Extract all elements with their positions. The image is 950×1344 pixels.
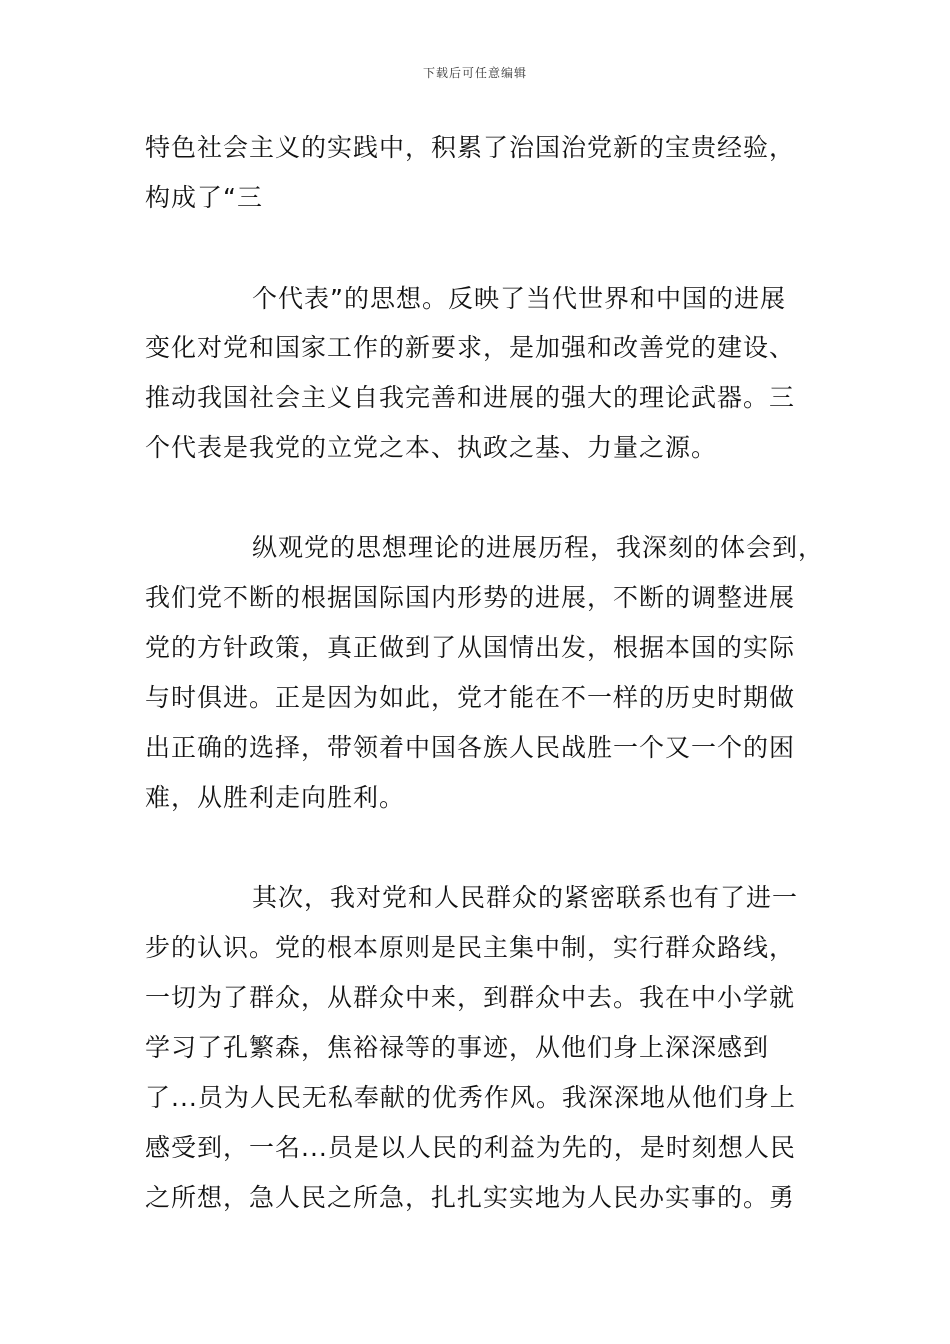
text-line: 步的认识。党的根本原则是民主集中制，实行群众路线， <box>145 933 796 962</box>
paragraph-first-line: 其次，我对党和人民群众的紧密联系也有了进一 <box>252 883 799 912</box>
text-line: 个代表是我党的立党之本、执政之基、力量之源。 <box>145 433 718 462</box>
text-line: 我们党不断的根据国际国内形势的进展，不断的调整进展 <box>145 583 796 612</box>
paragraph-first-line: 个代表”的思想。反映了当代世界和中国的进展 <box>252 284 786 313</box>
page-header: 下载后可任意编辑 <box>422 66 527 80</box>
text-line: 与时俱进。正是因为如此，党才能在不一样的历史时期做 <box>145 683 796 712</box>
text-line: 难，从胜利走向胜利。 <box>145 783 406 812</box>
paragraph-first-line: 纵观党的思想理论的进展历程，我深刻的体会到， <box>252 533 825 562</box>
text-line: 之所想，急人民之所急，扎扎实实地为人民办实事的。勇 <box>145 1183 796 1212</box>
text-line: 出正确的选择，带领着中国各族人民战胜一个又一个的困 <box>145 733 796 762</box>
text-line: 感受到，一名...员是以人民的利益为先的，是时刻想人民 <box>145 1133 796 1162</box>
text-line: 推动我国社会主义自我完善和进展的强大的理论武器。三 <box>145 383 796 412</box>
text-line: 一切为了群众，从群众中来，到群众中去。我在中小学就 <box>145 983 796 1012</box>
text-line: 构成了“三 <box>145 183 263 212</box>
text-line: 特色社会主义的实践中，积累了治国治党新的宝贵经验， <box>145 133 796 162</box>
text-line: 了...员为人民无私奉献的优秀作风。我深深地从他们身上 <box>145 1083 796 1112</box>
text-line: 学习了孔繁森，焦裕禄等的事迹，从他们身上深深感到 <box>145 1033 770 1062</box>
text-line: 党的方针政策，真正做到了从国情出发，根据本国的实际 <box>145 633 796 662</box>
text-line: 变化对党和国家工作的新要求，是加强和改善党的建设、 <box>145 333 796 362</box>
